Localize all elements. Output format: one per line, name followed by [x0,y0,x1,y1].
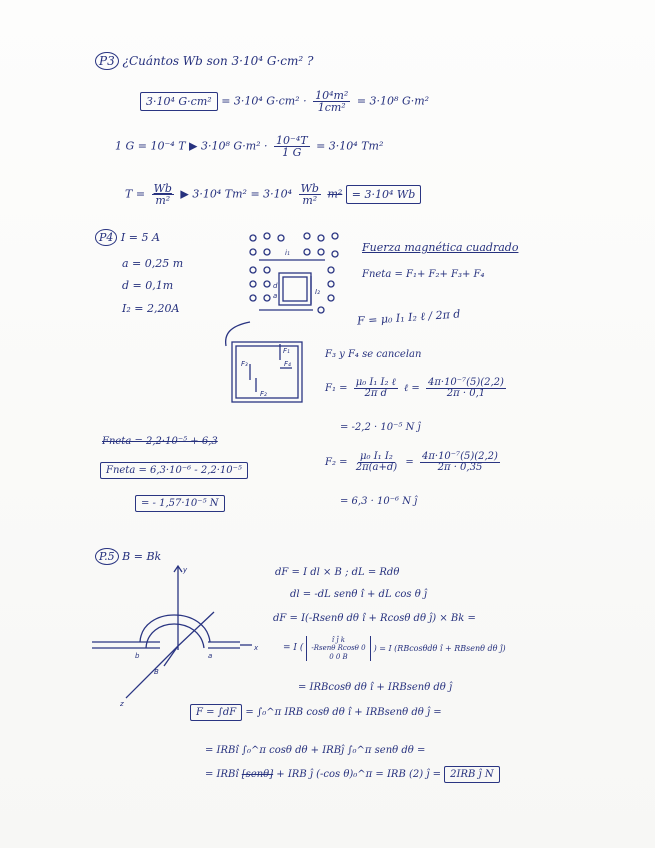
p3-line1-frac-den: 1cm² [317,101,346,114]
p5-line8 [205,770,500,780]
p3-line3-frac2-num: Wb [300,182,319,195]
p3-question: ¿Cuántos Wb son 3·10⁴ G·cm² ? [122,54,314,68]
p4-f1-frac2-den: 2π · 0,1 [446,388,486,399]
p5-line1 [275,568,399,578]
vector-label-b: B [154,668,159,676]
p3-line3-b: 3·10⁴ Tm² = 3·10⁴ [192,187,293,201]
p4-f2-result: = 6,3 · 10⁻⁶ N ĵ [340,496,418,507]
p3-line1 [140,90,429,113]
matrix-row-3: 0 0 B [329,652,348,661]
p3-line3-a: T = [125,187,146,201]
p5-line4 [283,636,506,661]
diagram-label-f1: F₁ [283,347,290,355]
p3-header [95,55,313,67]
p4-title: Fuerza magnética cuadrado [362,241,519,254]
diagram-label-i2: I₂ [315,288,320,296]
p3-line2-a: 1 G = 10⁻⁴ T [115,139,186,153]
axis-label-y: y [183,566,188,574]
p4-f2-frac2-num: 4π·10⁻⁷(5)(2,2) [421,451,498,462]
p4-f2-frac-den: 2π(a+d) [355,462,398,473]
p4-f1-lhs: F₁ = [325,383,348,394]
diagram-label-f3: F₃ [241,360,248,368]
arrow-icon: ▶ [189,139,198,153]
p3-line1-frac-num: 10⁴m² [315,89,349,102]
p4-fneta-result-line [135,499,225,509]
p4-given-a: a = 0,25 m [122,257,184,270]
p4-given-current: I = 5 A [120,231,160,244]
p4-f1-line [325,378,509,399]
p4-f1-result: = -2,2 · 10⁻⁵ N ĵ [340,422,421,433]
p4-fneta-line: Fneta = 6,3·10⁻⁶ - 2,2·10⁻⁵ [100,462,248,479]
p3-line3-frac2-den: m² [302,194,318,207]
p4-given-i2: I₂ = 2,20A [122,302,180,315]
point-label-b: b [135,652,140,660]
p4-fneta-result: = - 1,57·10⁻⁵ N [135,495,225,512]
p3-line1-rhs: = 3·10⁸ G·m² [356,94,430,108]
p4-f2-frac-num: μ₀ I₁ I₂ [360,451,393,462]
p5-line7: = IRBî ∫₀^π cosθ dθ + IRBĵ ∫₀^π senθ dθ = [205,745,426,756]
diagram-label-f2: F₂ [260,390,267,398]
p4-f2-lhs: F₂ = [325,457,348,468]
p5-line1-b: ; dL = Rdθ [345,567,400,578]
p4-f1-frac-num: μ₀ I₁ I₂ ℓ [355,377,396,388]
matrix-row-1: î ĵ k [331,636,345,644]
p4-cancel-note: F₃ y F₄ se cancelan [325,349,422,360]
p5-line6-box: F = ∫dF [190,704,242,721]
p5-line2: dl = -dL senθ î + dL cos θ ĵ [290,589,428,600]
p4-given-d: d = 0,1m [122,279,174,292]
axis-label-z: z [120,700,124,708]
p5-final-result: 2IRB ĵ N [444,766,499,783]
cross-product-matrix [306,636,370,661]
p4-f2-line [325,452,503,473]
p5-field: B = Bk [122,550,162,563]
p4-problem-number: P4 [95,229,117,246]
p3-line2-rhs: = 3·10⁴ Tm² [316,139,384,153]
p5-line8-a: = IRBî [205,769,239,780]
p3-line1-mid: = 3·10⁴ G·cm² · [221,94,307,108]
p4-fneta-box [100,466,248,476]
p4-fnet-equation: Fneta = F₁+ F₂+ F₃+ F₄ [362,269,485,280]
p3-line1-lhs: 3·10⁴ G·cm² [140,92,218,111]
force-square-diagram [220,320,310,405]
p3-line2 [115,135,383,158]
p3-line2-frac-den: 1 G [282,146,302,159]
p5-line6-rest: = ∫₀^π IRB cosθ dθ î + IRBsenθ dθ ĵ = [245,707,442,718]
matrix-row-2: -Rsenθ Rcosθ 0 [311,644,366,653]
p3-line2-b: 3·10⁸ G·m² · [201,139,268,153]
diagram-label-d: d [273,282,278,290]
p4-f1-frac2-num: 4π·10⁻⁷(5)(2,2) [427,377,504,388]
p3-line3-c: m² [327,187,343,201]
p5-line8-struck: [senθ] [241,769,274,780]
p3-line3-result: = 3·10⁴ Wb [346,185,421,204]
magnetic-field-diagram [245,228,355,323]
p4-f1-frac-den: 2π d [364,388,388,399]
p4-scratch: Fneta = 2,2·10⁻⁵ + 6,3 [102,436,218,447]
p3-line3-frac-den: m² [155,194,171,207]
diagram-label-f4: F₄ [284,360,291,368]
semicircle-wire-diagram [90,560,265,710]
point-label-a: a [208,652,213,660]
p5-line8-b: + IRB ĵ (-cos θ)₀^π = IRB (2) ĵ = [276,769,441,780]
diagram-label-a: a [273,292,278,300]
p3-problem-number: P3 [95,52,119,70]
arrow-icon: ▶ [180,187,189,201]
p4-f1-mid: ℓ = [404,383,420,394]
p5-line4-post: ) = I (RBcosθdθ î + RBsenθ dθ ĵ) [373,643,506,653]
p4-formula-scribble: F = μ₀ I₁ I₂ ℓ / 2π d [356,307,461,328]
p3-line3-frac-num: Wb [153,182,172,195]
p4-header [95,232,160,243]
p3-line2-frac-num: 10⁻⁴T [276,134,308,147]
p5-problem-number: P.5 [95,548,119,565]
p4-f2-frac2-den: 2π · 0,35 [437,462,483,473]
p5-line6 [190,708,442,718]
p4-f2-mid: = [405,457,414,468]
p3-line3 [125,183,421,206]
p5-line1-a: dF = I dl × B [275,567,342,578]
p5-line5: = IRBcosθ dθ î + IRBsenθ dθ ĵ [298,682,453,693]
diagram-current-label: i₁ [285,249,290,257]
p5-line3: dF = I(-Rsenθ dθ î + Rcosθ dθ ĵ) × Bk = [273,613,476,624]
axis-label-x: x [254,644,259,652]
p5-line4-pre: = I ( [283,643,304,654]
